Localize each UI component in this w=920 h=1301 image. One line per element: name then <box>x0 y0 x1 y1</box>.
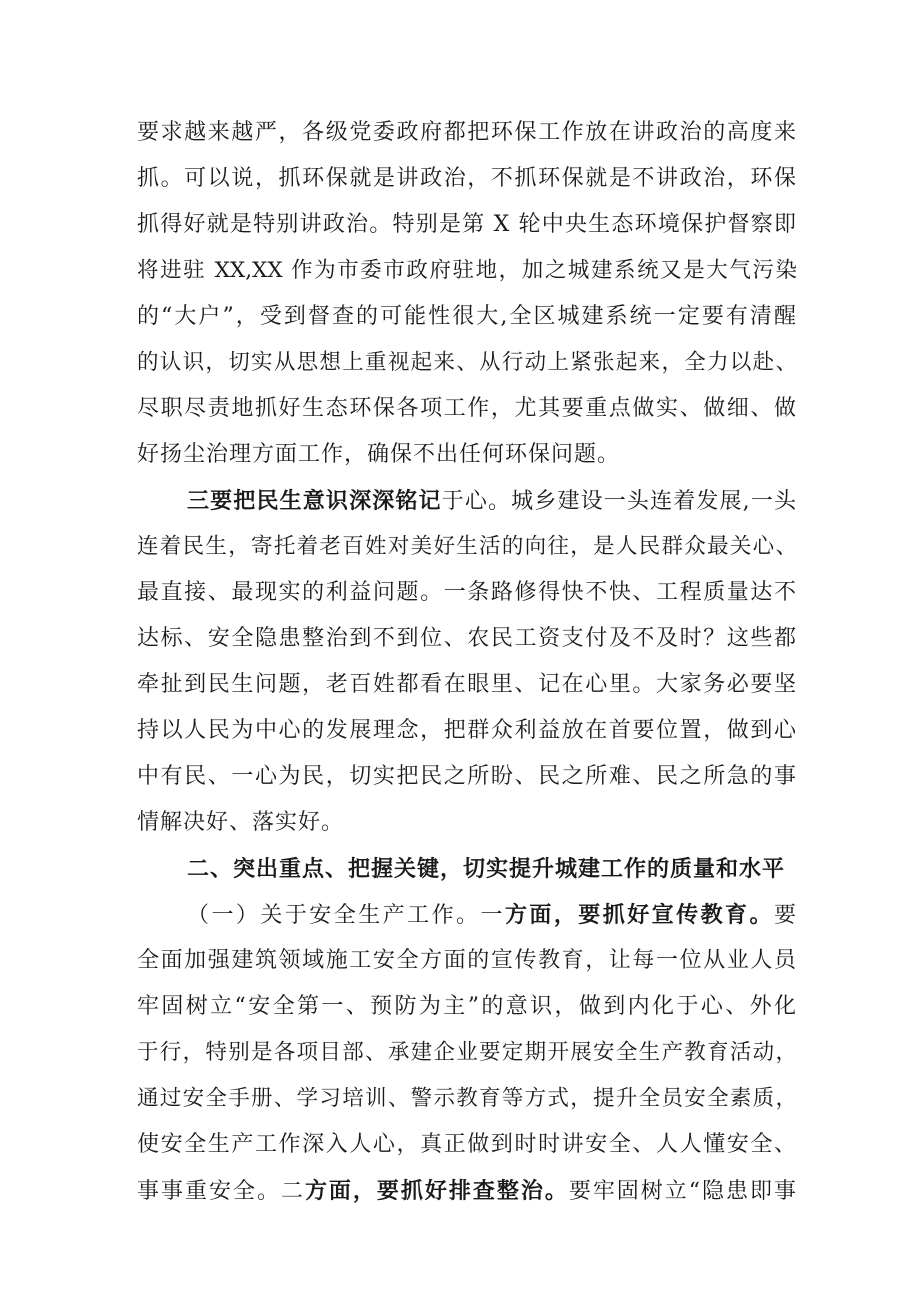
text-line <box>187 478 797 524</box>
text-line <box>137 1030 797 1076</box>
text-line <box>137 708 797 754</box>
text-run: 要 <box>773 903 797 928</box>
text-line <box>137 294 797 340</box>
text-run: 全面加强建筑领域施工安全方面的宣传教育，让每一位从业人员 <box>137 948 797 973</box>
text-run: 最直接、最现实的利益问题。一条路修得快不快、工程质量达不 <box>137 580 797 605</box>
text-line <box>137 110 797 156</box>
text-run: 达标、安全隐患整治到不到位、农民工资支付及不及时？这些都 <box>137 626 797 651</box>
text-line <box>137 1122 797 1168</box>
text-run: 通过安全手册、学习培训、警示教育等方式，提升全员安全素质， <box>137 1086 797 1111</box>
text-line <box>137 1076 797 1122</box>
text-run: 要求越来越严，各级党委政府都把环保工作放在讲政治的高度来 <box>137 120 797 145</box>
text-line <box>137 984 797 1030</box>
text-run: 牵扯到民生问题，老百姓都看在眼里、记在心里。大家务必要坚 <box>137 672 797 697</box>
text-line <box>137 1168 797 1214</box>
text-run: 将进驻 XX,XX 作为市委市政府驻地，加之城建系统又是大气污染 <box>137 258 797 283</box>
text-line <box>137 432 797 478</box>
bold-run: 方面，要抓好排查整治。 <box>304 1178 569 1204</box>
text-run: 的认识，切实从思想上重视起来、从行动上紧张起来，全力以赴、 <box>137 350 797 375</box>
text-line <box>137 800 797 846</box>
text-line <box>137 524 797 570</box>
text-line <box>137 202 797 248</box>
text-run: 抓得好就是特别讲政治。特别是第 X 轮中央生态环境保护督察即 <box>137 212 797 237</box>
text-run: 于心。城乡建设一头连着发展,一头 <box>441 489 797 514</box>
text-run: 事事重安全。二 <box>137 1179 305 1204</box>
text-run: 抓。可以说，抓环保就是讲政治，不抓环保就是不讲政治，环保 <box>137 166 797 191</box>
text-line <box>137 662 797 708</box>
text-run: （一）关于安全生产工作。一 <box>187 903 505 928</box>
text-line <box>137 570 797 616</box>
text-run: 持以人民为中心的发展理念，把群众利益放在首要位置，做到心 <box>137 718 797 743</box>
text-run: 连着民生，寄托着老百姓对美好生活的向往，是人民群众最关心、 <box>137 534 797 559</box>
text-line <box>137 616 797 662</box>
text-line <box>137 386 797 432</box>
text-run: 于行，特别是各项目部、承建企业要定期开展安全生产教育活动， <box>137 1040 797 1065</box>
text-run: 使安全生产工作深入人心，真正做到时时讲安全、人人懂安全、 <box>137 1132 797 1157</box>
text-run: 好扬尘治理方面工作，确保不出任何环保问题。 <box>137 442 621 467</box>
text-run: 中有民、一心为民，切实把民之所盼、民之所难、民之所急的事 <box>137 764 797 789</box>
text-run: 情解决好、落实好。 <box>137 810 345 835</box>
section-heading <box>187 846 797 892</box>
heading-text: 二、突出重点、把握关键，切实提升城建工作的质量和水平 <box>187 856 786 882</box>
bold-run: 三要把民生意识深深铭记 <box>187 488 442 514</box>
text-line <box>137 156 797 202</box>
text-line <box>137 248 797 294</box>
text-run: 要牢固树立“隐患即事 <box>568 1179 797 1204</box>
text-line <box>137 938 797 984</box>
text-run: 牢固树立“安全第一、预防为主”的意识，做到内化于心、外化 <box>137 994 797 1019</box>
text-run: 的“大户”，受到督查的可能性很大,全区城建系统一定要有清醒 <box>137 304 797 329</box>
bold-run: 方面，要抓好宣传教育。 <box>504 902 774 928</box>
text-run: 尽职尽责地抓好生态环保各项工作，尤其要重点做实、做细、做 <box>137 396 797 421</box>
text-line <box>137 754 797 800</box>
text-line <box>137 340 797 386</box>
text-line <box>187 892 797 938</box>
